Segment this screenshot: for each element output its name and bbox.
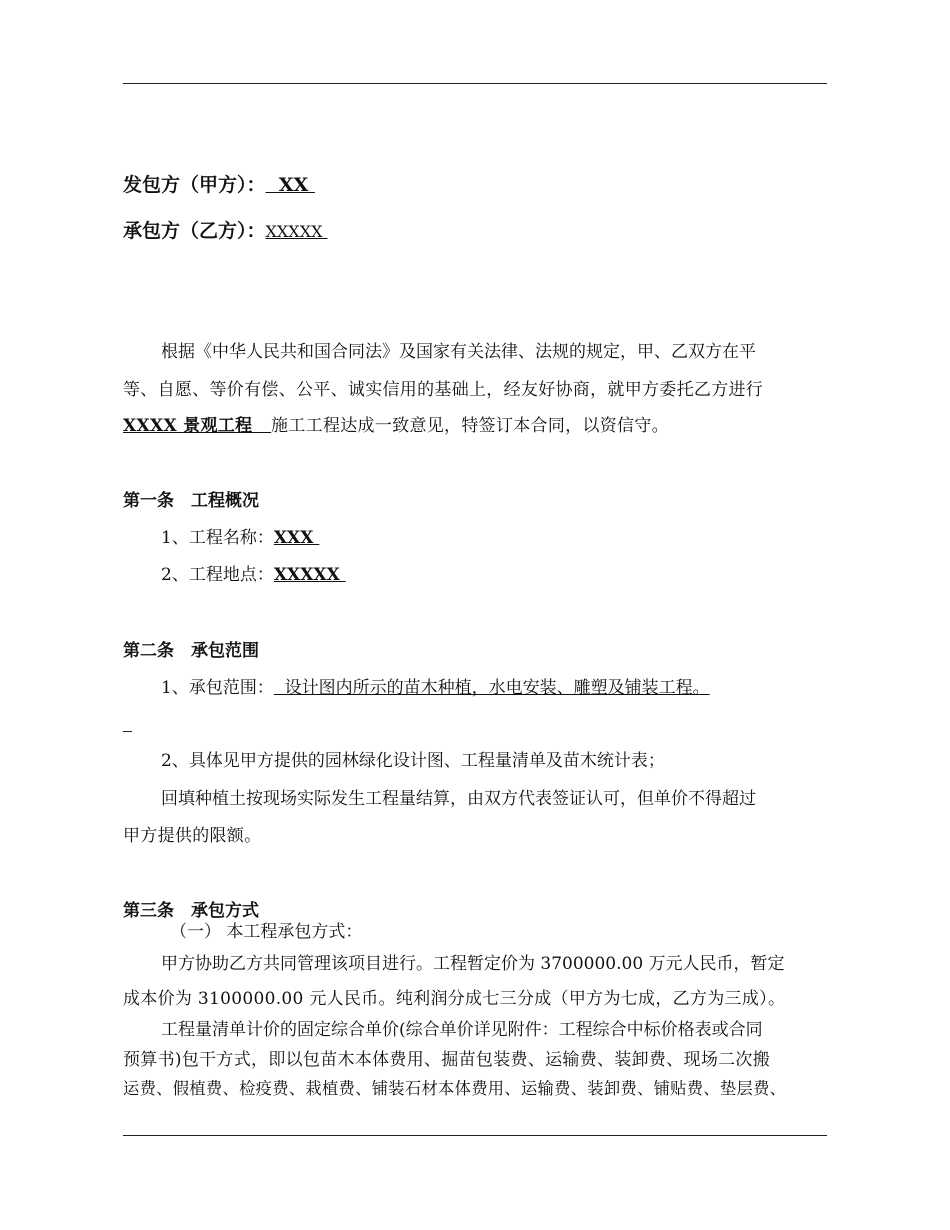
intro-line-1: 根据《中华人民共和国合同法》及国家有关法律、法规的规定，甲、乙双方在平	[161, 342, 756, 362]
project-name-value: XXX	[273, 528, 320, 548]
article-3-title: 第三条 承包方式	[123, 901, 259, 921]
intro-line-2: 等、自愿、等价有偿、公平、诚实信用的基础上，经友好协商，就甲方委托乙方进行	[123, 380, 764, 400]
article-1-title: 第一条 工程概况	[123, 491, 259, 511]
project-location-label: 2、工程地点：	[161, 565, 274, 585]
project-name: XXXX 景观工程	[123, 416, 272, 436]
project-name-label: 1、工程名称：	[161, 528, 274, 548]
project-location-value: XXXXX	[273, 565, 346, 585]
party-b-value: XXXXX	[265, 222, 328, 241]
article-2-title: 第二条 承包范围	[123, 641, 259, 661]
article-2-note-line-1: 回填种植土按现场实际发生工程量结算，由双方代表签证认可，但单价不得超过	[161, 789, 756, 809]
article-2-item-2: 2、具体见甲方提供的园林绿化设计图、工程量清单及苗木统计表；	[161, 751, 665, 771]
party-b-label: 承包方（乙方）：	[123, 220, 266, 242]
footer-rule	[123, 1135, 827, 1136]
header-rule	[123, 83, 827, 84]
article-3-sub-1: （一） 本工程承包方式：	[170, 922, 363, 942]
article-3-p2-line-2: 预算书)包干方式，即以包苗木本体费用、掘苗包装费、运输费、装卸费、现场二次搬	[123, 1050, 771, 1070]
party-a-value: XX	[265, 174, 315, 196]
article-1-item-2	[161, 560, 346, 585]
intro-line-3-rest: 施工工程达成一致意见，特签订本合同，以资信守。	[271, 416, 669, 436]
article-2-note-line-2: 甲方提供的限额。	[123, 826, 262, 846]
article-1-item-1	[161, 523, 319, 548]
article-3-p2-line-3: 运费、假植费、检疫费、栽植费、铺装石材本体费用、运输费、装卸费、铺贴费、垫层费、	[123, 1079, 787, 1098]
party-a-label: 发包方（甲方）：	[123, 174, 266, 196]
party-a-line	[123, 170, 315, 197]
article-3-p1-line-1: 甲方协助乙方共同管理该项目进行。工程暂定价为 3700000.00 万元人民币，暂定	[161, 954, 785, 974]
party-b-line	[123, 216, 328, 243]
intro-line-3	[123, 411, 828, 436]
scope-value: 设计图内所示的苗木种植，水电安装、雕塑及铺装工程。	[273, 678, 710, 698]
stray-dash	[123, 731, 132, 732]
scope-label: 1、承包范围：	[161, 678, 274, 698]
article-3-p1-line-2: 成本价为 3100000.00 元人民币。纯利润分成七三分成（甲方为七成，乙方为三成）。	[123, 989, 786, 1009]
article-2-item-1	[161, 673, 710, 698]
article-3-p2-line-1: 工程量清单计价的固定综合单价(综合单价详见附件：工程综合中标价格表或合同	[161, 1020, 763, 1040]
